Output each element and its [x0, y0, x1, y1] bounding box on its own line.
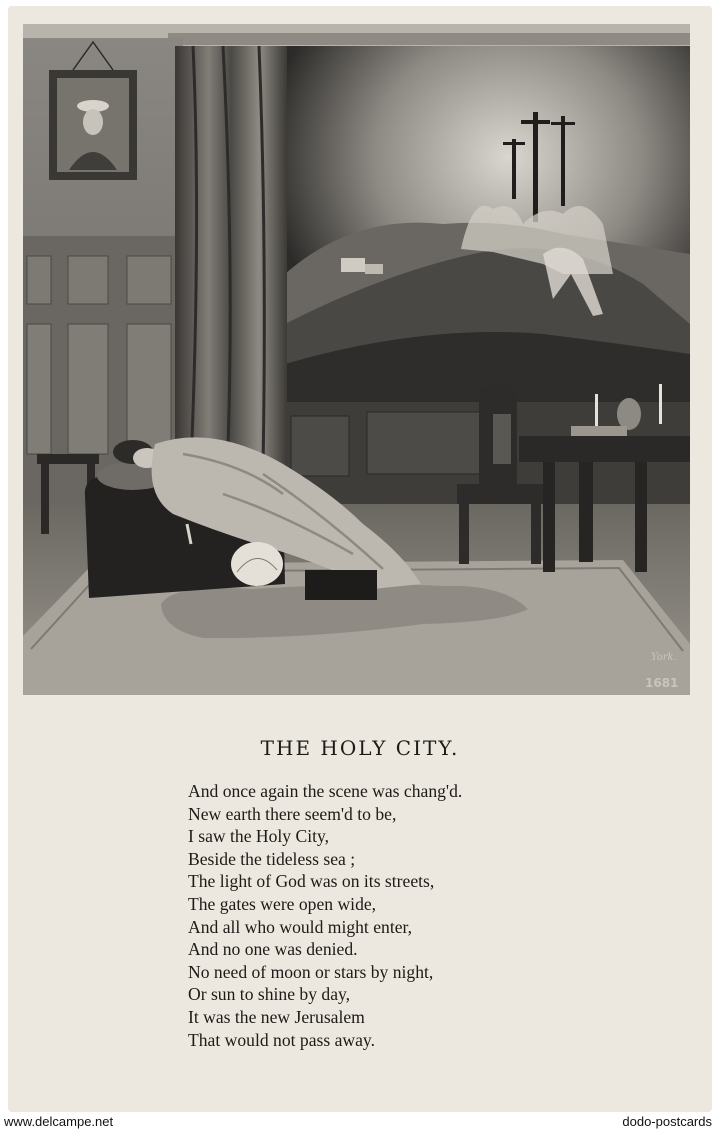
candle — [659, 384, 662, 424]
poem-line: It was the new Jerusalem — [188, 1006, 365, 1027]
poem-line: That would not pass away. — [188, 1029, 375, 1050]
footer-bar — [0, 1112, 720, 1131]
poem-line: And no one was denied. — [188, 939, 358, 960]
wainscot-panel — [68, 256, 108, 304]
table-leg — [579, 462, 593, 562]
ornamental-frieze — [168, 33, 690, 45]
hand-fan — [231, 542, 283, 586]
wainscot-panel — [127, 256, 171, 304]
jewel-box — [305, 570, 377, 600]
footer-site-right: dodo-postcards — [622, 1114, 712, 1129]
portrait-face — [83, 109, 103, 135]
scene-illustration — [23, 24, 690, 695]
poem-line: No need of moon or stars by night, — [188, 961, 434, 982]
poem-line: The gates were open wide, — [188, 893, 377, 914]
wainscot-panel — [27, 256, 51, 304]
writing-table — [519, 436, 690, 462]
distant-city — [365, 264, 383, 274]
postcard-photograph — [23, 24, 690, 695]
table-leg — [543, 462, 555, 572]
back-panel — [291, 416, 349, 476]
poem-line: The light of God was on its streets, — [188, 871, 435, 892]
poem-line: And all who would might enter, — [188, 916, 413, 937]
studio-mark: York. — [651, 652, 677, 663]
footer-site-left: www.delcampe.net — [4, 1114, 114, 1129]
side-table-leg — [41, 464, 49, 534]
poem-line: New earth there seem'd to be, — [188, 803, 397, 824]
distant-city — [341, 258, 365, 272]
wainscot-panel — [127, 324, 171, 454]
books — [571, 426, 627, 436]
small-statue — [617, 398, 641, 430]
table-leg — [635, 462, 647, 572]
chair-carving — [493, 414, 511, 464]
plate-number: 1681 — [645, 676, 679, 690]
poem-line: Or sun to shine by day, — [188, 984, 351, 1005]
side-table — [37, 454, 99, 464]
poem-line: And once again the scene was chang'd. — [188, 781, 463, 801]
poem-line: I saw the Holy City, — [188, 826, 330, 847]
poem-line: Beside the tideless sea ; — [188, 848, 356, 869]
candle — [595, 394, 598, 428]
hymn-verse — [188, 780, 608, 1051]
wainscot-panel — [68, 324, 108, 454]
wainscot-panel — [27, 324, 51, 454]
card-title: THE HOLY CITY. — [260, 736, 460, 760]
back-panel — [367, 412, 485, 474]
